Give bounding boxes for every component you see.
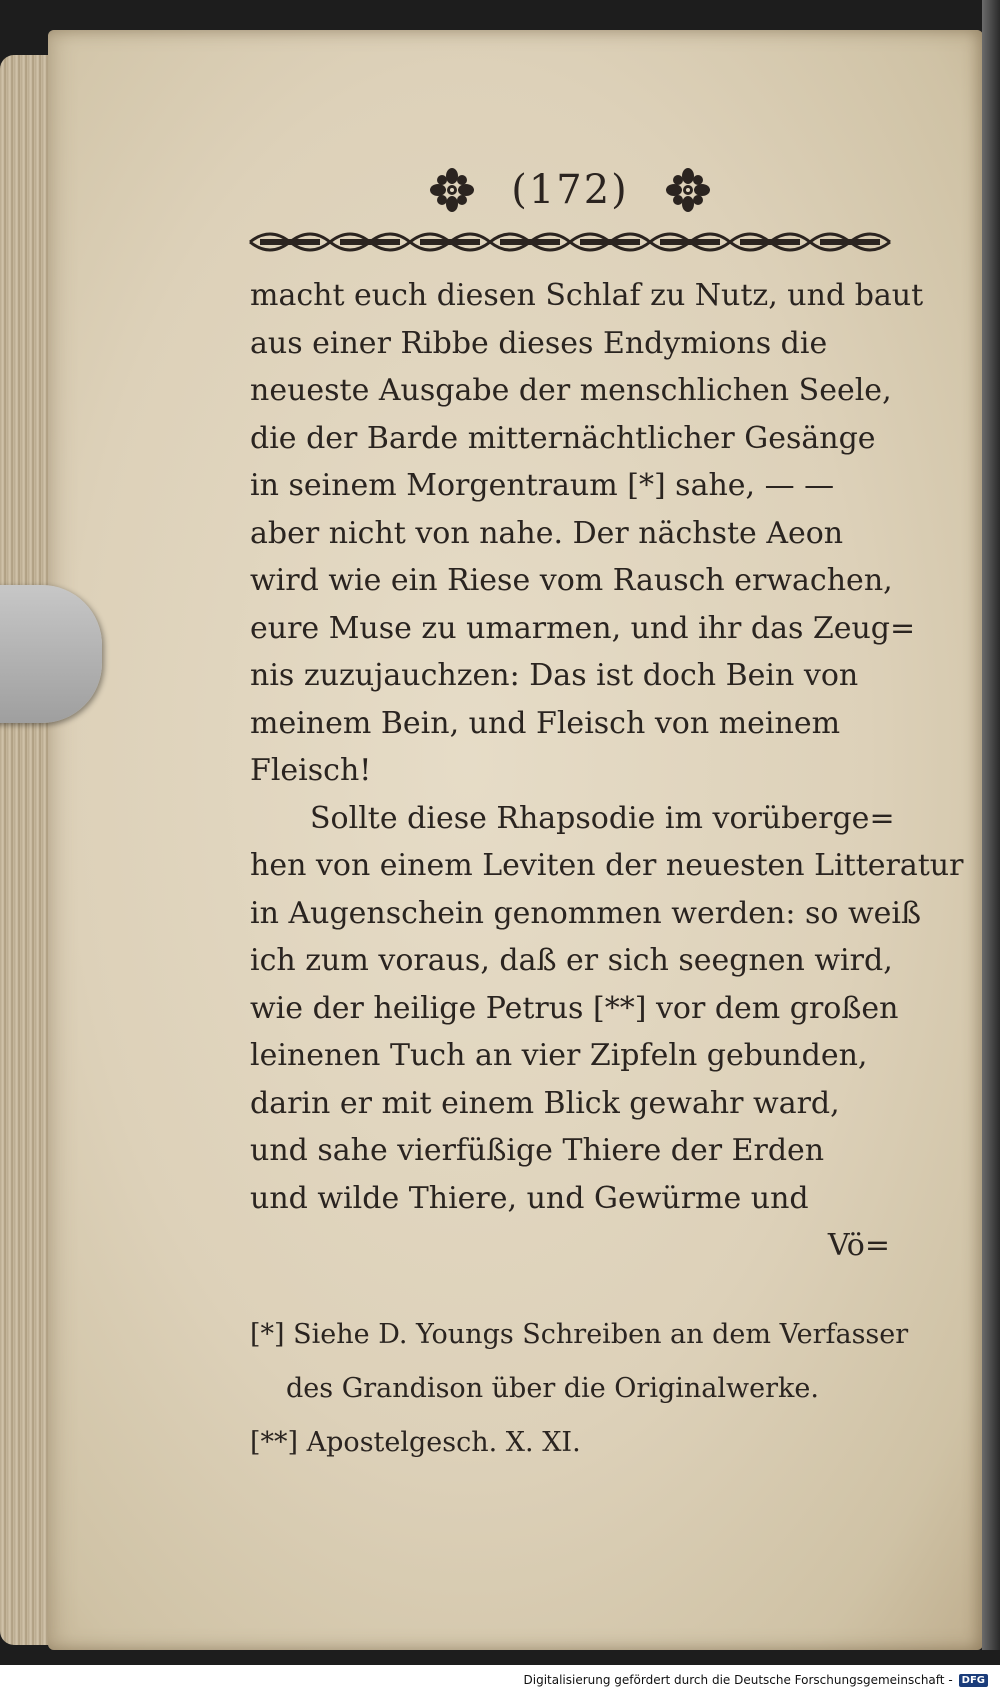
text-line: Sollte diese Rhapsodie im vorüberge= (310, 800, 895, 836)
digitization-credit (520, 1669, 993, 1691)
footnote: [**] Apostelgesch. X. XI. (250, 1427, 581, 1458)
text-line: eure Muse zu umarmen, und ihr das Zeug= (250, 610, 916, 646)
text-line: aber nicht von nahe. Der nächste Aeon (250, 515, 844, 551)
footnote: [*] Siehe D. Youngs Schreiben an dem Verfasser (250, 1319, 909, 1350)
page-number: (172) (511, 167, 629, 213)
catchword: Vö= (827, 1228, 890, 1263)
rosette-ornament-icon (429, 167, 475, 213)
text-line: meinem Bein, und Fleisch von meinem (250, 705, 841, 741)
text-line: und sahe vierfüßige Thiere der Erden (250, 1133, 825, 1168)
text-line: darin er mit einem Blick gewahr ward, (250, 1085, 840, 1121)
body-text (250, 272, 964, 1270)
text-line: ich zum voraus, daß er sich seegnen wird, (250, 943, 893, 978)
text-line: die der Barde mitternächtlicher Gesänge (250, 420, 876, 456)
page-holder-clip (0, 585, 102, 723)
text-line: aus einer Ribbe dieses Endymions die (250, 325, 828, 361)
credit-text: Digitalisierung gefördert durch die Deutsche Forschungsgemeinschaft - (523, 1673, 953, 1687)
text-line: nis zuzujauchzen: Das ist doch Bein von (250, 658, 859, 693)
text-line: in seinem Morgentraum [*] sahe, — — (250, 468, 835, 503)
rosette-ornament-icon (665, 167, 711, 213)
text-line: macht euch diesen Schlaf zu Nutz, und baut (250, 278, 924, 313)
text-line: hen von einem Leviten der neuesten Litteratur (250, 848, 964, 883)
text-line: Fleisch! (250, 753, 372, 788)
text-line: wie der heilige Petrus [**] vor dem großen (250, 990, 899, 1026)
text-line: und wilde Thiere, und Gewürme und (250, 1180, 809, 1216)
text-line: neueste Ausgabe der menschlichen Seele, (250, 373, 892, 408)
dfg-logo: DFG (959, 1674, 988, 1687)
book-gutter (982, 0, 1000, 1650)
decorative-border-rule (250, 222, 890, 262)
text-line: wird wie ein Riese vom Rausch erwachen, (250, 563, 893, 598)
page-header (250, 160, 890, 220)
footnote-continuation: des Grandison über die Originalwerke. (286, 1373, 819, 1404)
text-line: in Augenschein genommen werden: so weiß (250, 895, 922, 931)
text-line: leinenen Tuch an vier Zipfeln gebunden, (250, 1038, 868, 1073)
footnotes (250, 1308, 909, 1470)
